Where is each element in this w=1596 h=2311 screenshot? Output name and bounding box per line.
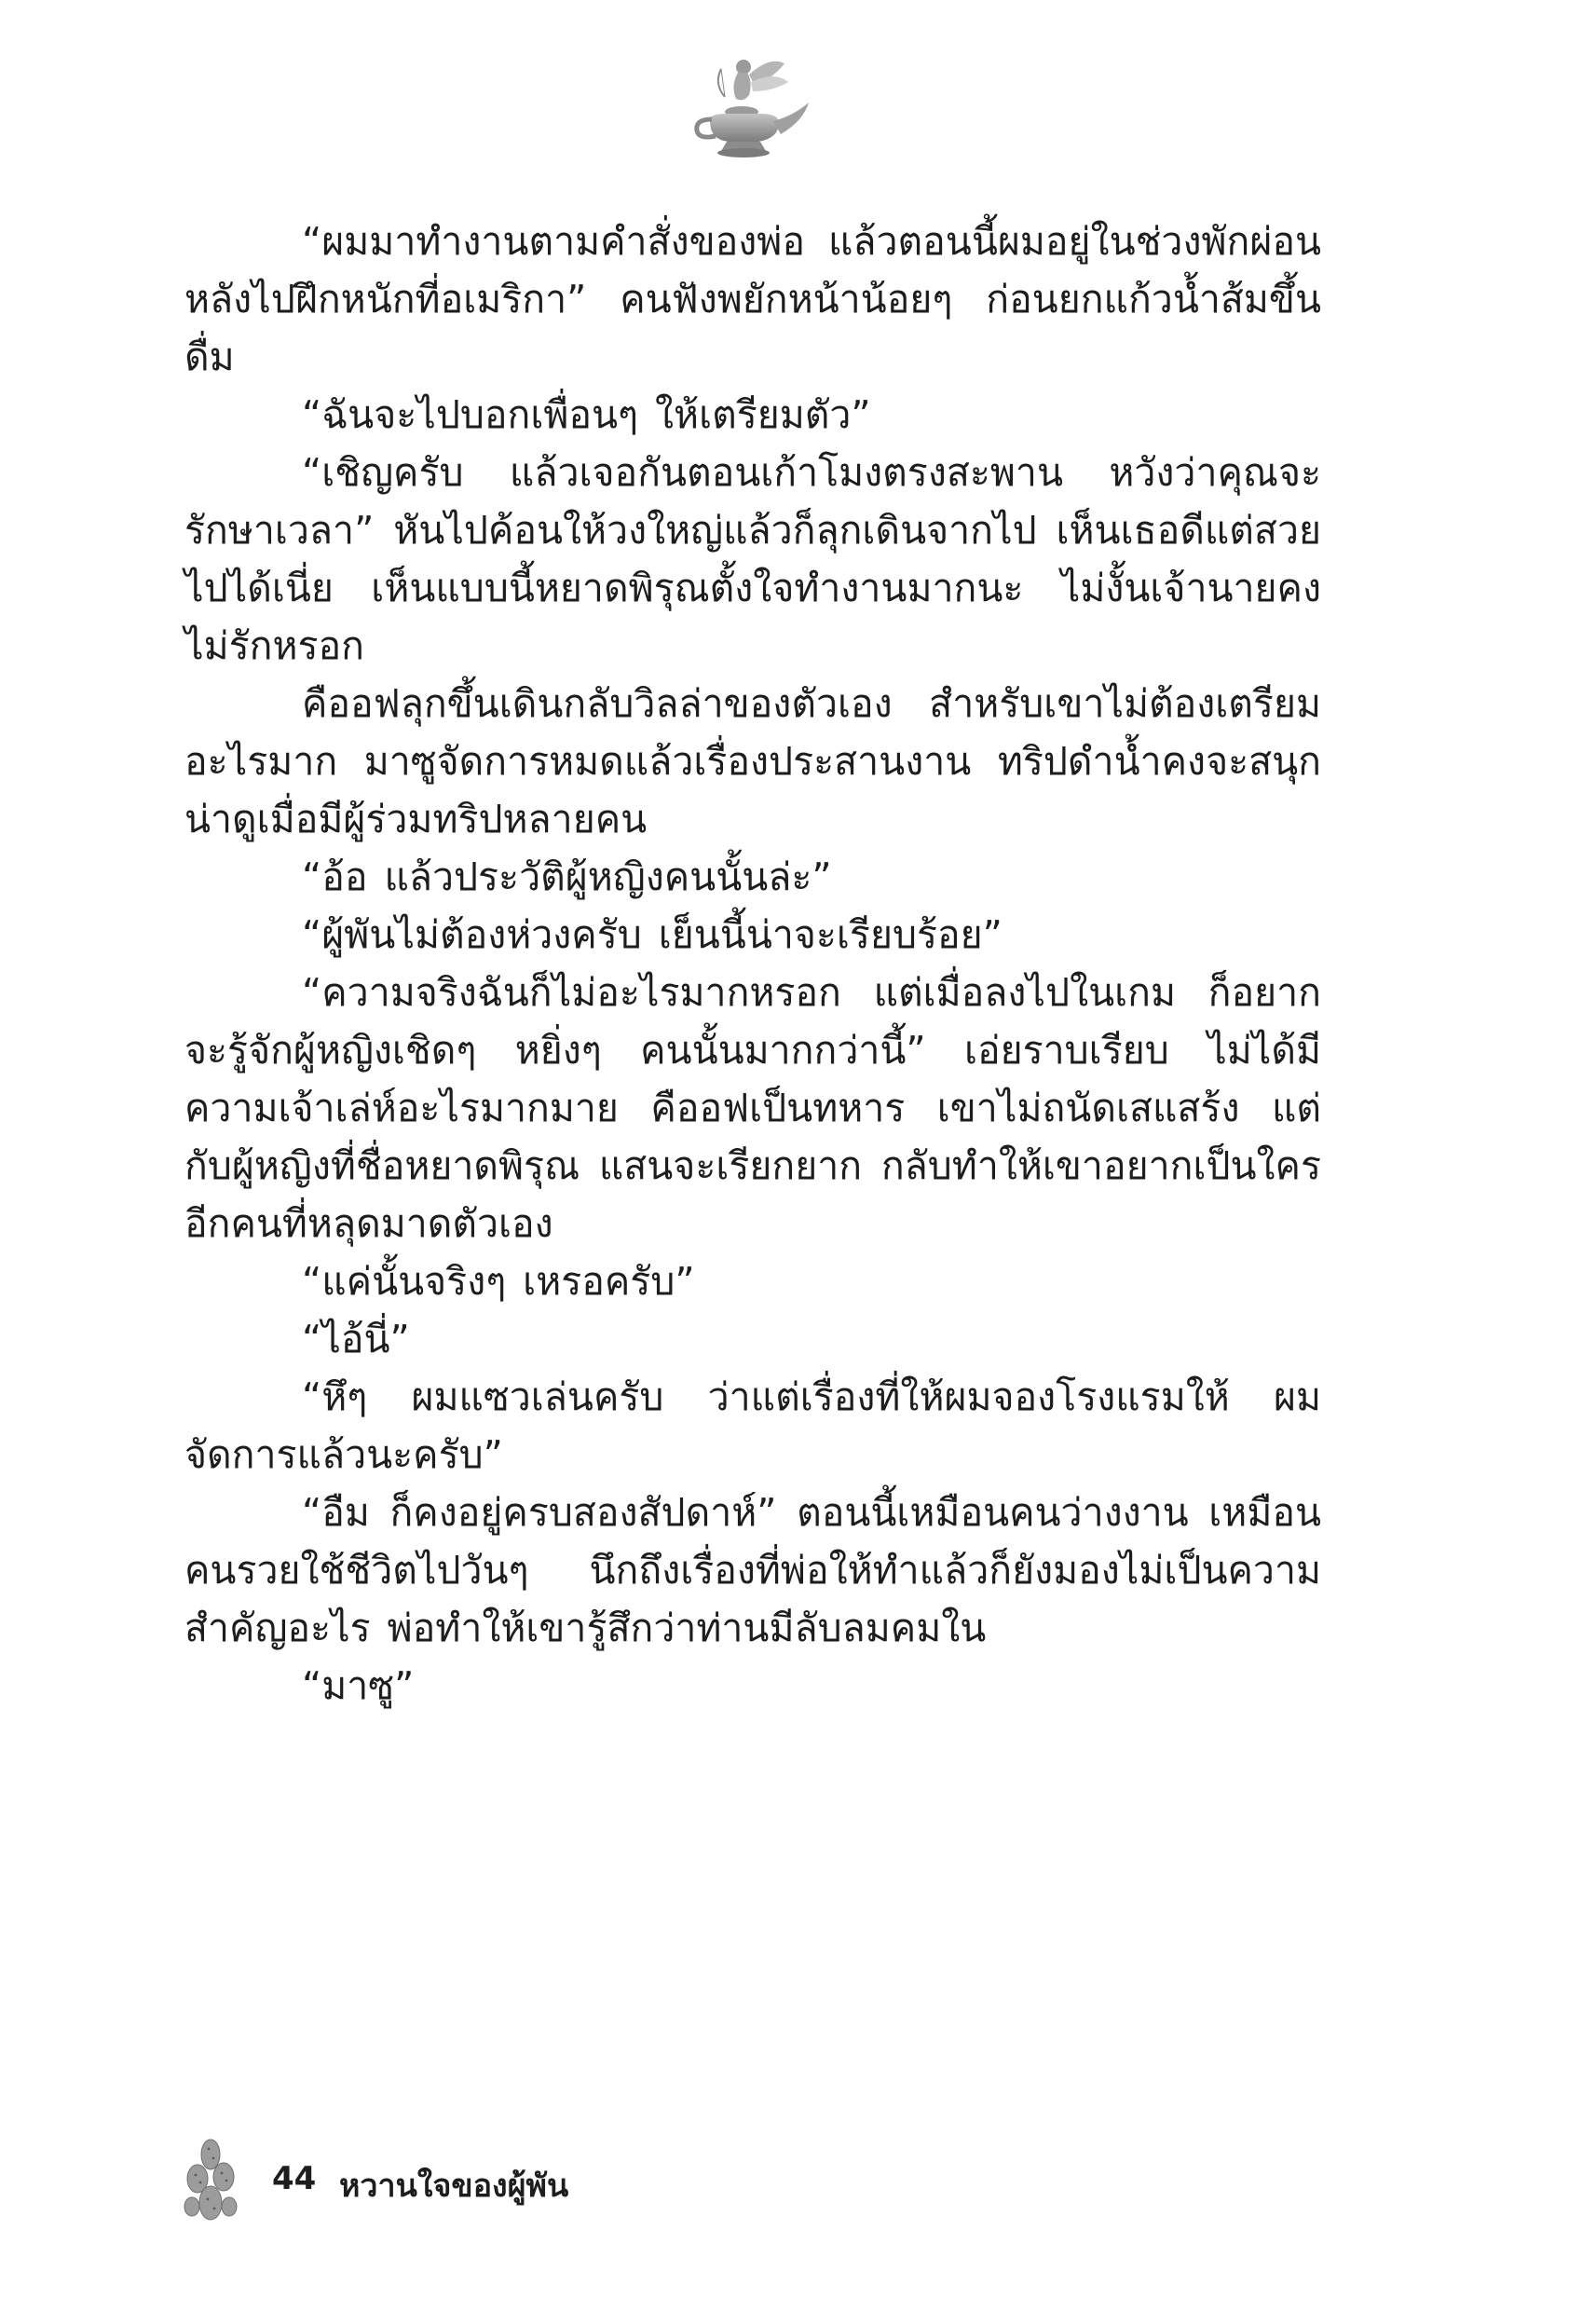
paragraph: “ผมมาทำงานตามคำสั่งของพ่อ แล้วตอนนี้ผมอยู่ในช่วงพักผ่อนหลังไปฝึกหนักที่อเมริกา” คนฟังพยักหน้าน้อยๆ ก่อนยกแก้วน้ำส้มขึ้นดื่ม [184,219,1321,379]
book-title: หวานใจของผู้พัน [339,2167,569,2205]
genie-lamp-icon [689,54,820,166]
paragraph: “ฉันจะไปบอกเพื่อนๆ ให้เตรียมตัว” [302,392,871,437]
cactus-icon [179,2134,244,2227]
page-number: 44 [272,2160,317,2197]
paragraph: “ไอ้นี่” [302,1317,410,1361]
paragraph: “เชิญครับ แล้วเจอกันตอนเก้าโมงตรงสะพาน หวังว่าคุณจะรักษาเวลา” หันไปค้อนให้วงใหญ่แล้วก็ลุกเดินจากไป เห็นเธอดีแต่สวยไปได้เนี่ย เห็นแบบนี้หยาดพิรุณตั้งใจทำงานมากนะ ไม่งั้นเจ้านายคงไม่รักหรอก [184,450,1321,668]
paragraph: “หึๆ ผมแซวเล่นครับ ว่าแต่เรื่องที่ให้ผมจองโรงแรมให้ ผมจัดการแล้วนะครับ” [184,1374,1321,1477]
paragraph: “ความจริงฉันก็ไม่อะไรมากหรอก แต่เมื่อลงไปในเกม ก็อยากจะรู้จักผู้หญิงเชิดๆ หยิ่งๆ คนนั้นมากกว่านี้” เอ่ยราบเรียบ ไม่ได้มีความเจ้าเล่ห์อะไรมากมาย คืออฟเป็นทหาร เขาไม่ถนัดเสแสร้ง แต่กับผู้หญิงที่ชื่อหยาดพิรุณ แสนจะเรียกยาก กลับทำให้เขาอยากเป็นใครอีกคนที่หลุดมาดตัวเอง [184,970,1321,1246]
page-footer [179,2134,738,2227]
paragraph: “แค่นั้นจริงๆ เหรอครับ” [302,1259,695,1304]
paragraph: “ผู้พันไม่ต้องห่วงครับ เย็นนี้น่าจะเรียบร้อย” [302,912,1003,957]
paragraph: “มาซู” [302,1663,415,1708]
page-body [184,212,1321,1715]
paragraph: “อืม ก็คงอยู่ครบสองสัปดาห์” ตอนนี้เหมือนคนว่างงาน เหมือนคนรวยใช้ชีวิตไปวันๆ นึกถึงเรื่องที่พ่อให้ทำแล้วก็ยังมองไม่เป็นความสำคัญอะไร พ่อทำให้เขารู้สึกว่าท่านมีลับลมคมใน [184,1490,1321,1650]
paragraph: คืออฟลุกขึ้นเดินกลับวิลล่าของตัวเอง สำหรับเขาไม่ต้องเตรียมอะไรมาก มาซูจัดการหมดแล้วเรื่องประสานงาน ทริปดำน้ำคงจะสนุกน่าดูเมื่อมีผู้ร่วมทริปหลายคน [184,681,1321,841]
paragraph: “อ้อ แล้วประวัติผู้หญิงคนนั้นล่ะ” [302,855,832,899]
